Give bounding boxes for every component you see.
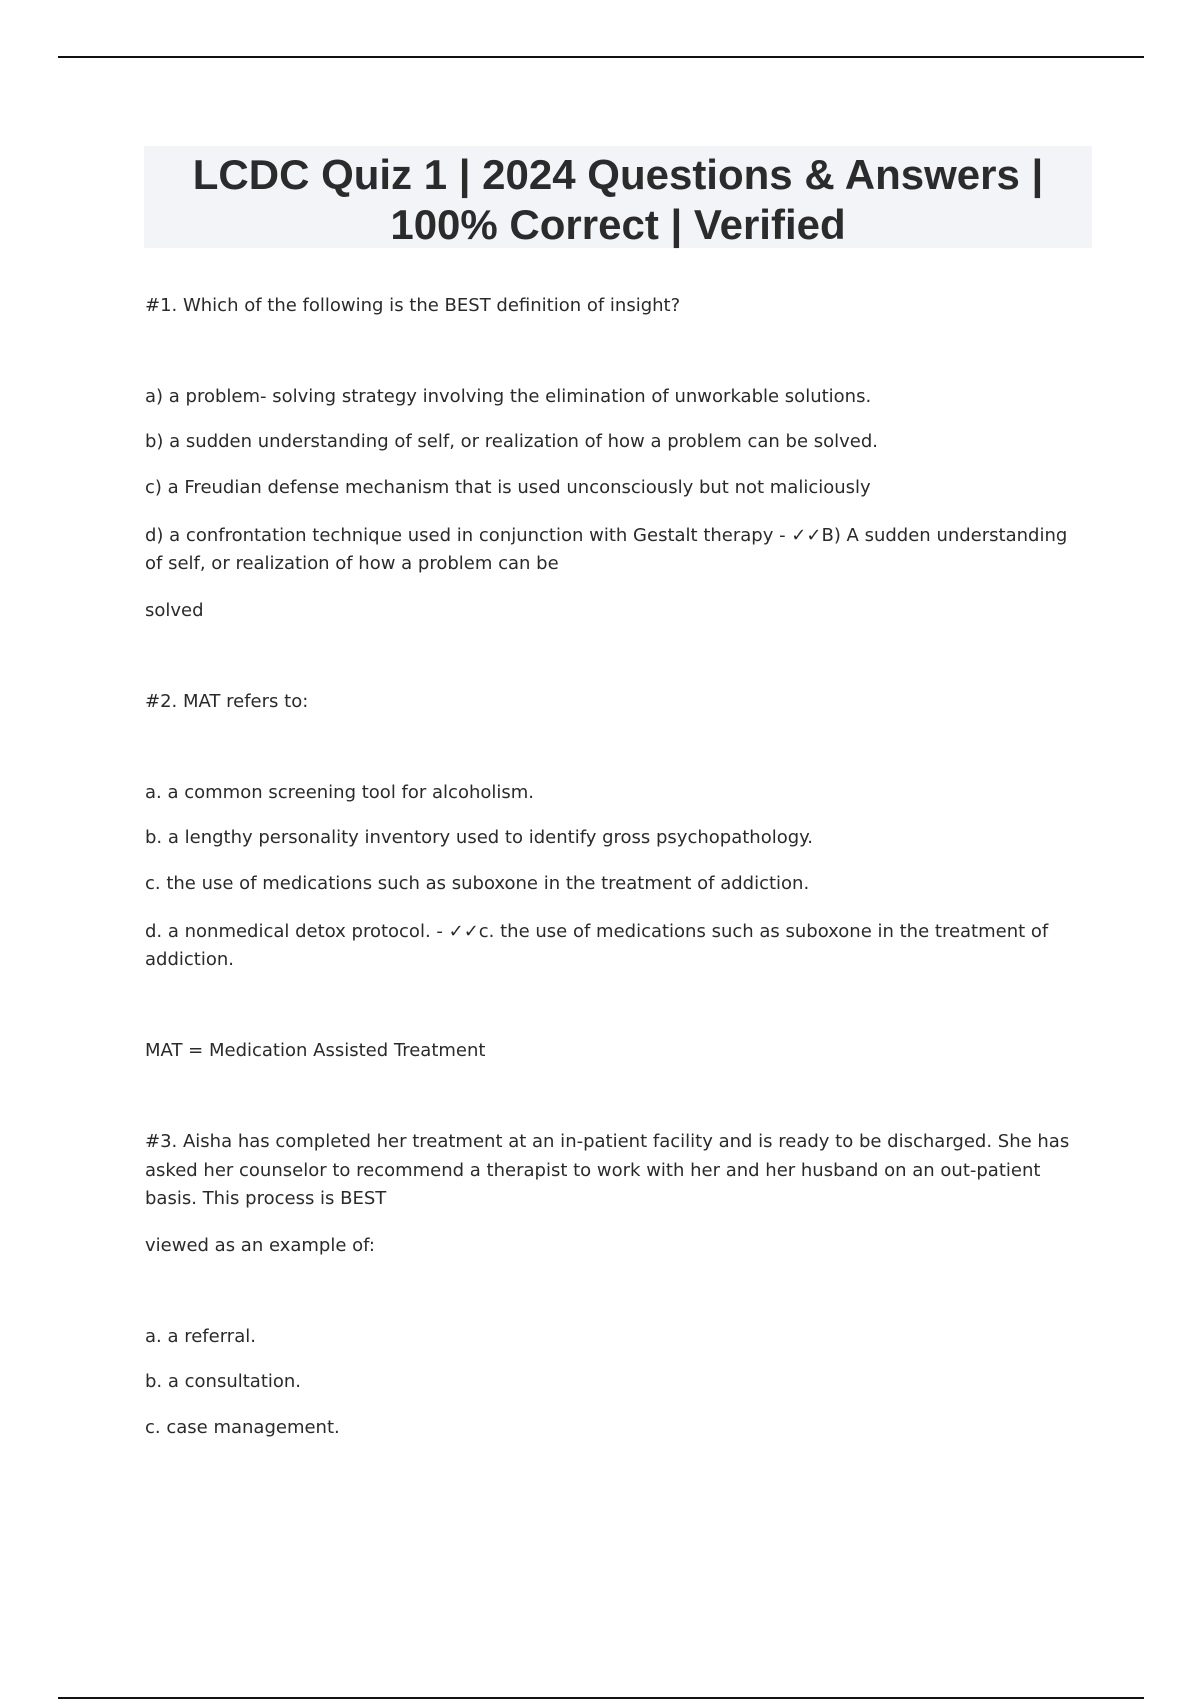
question-3-prompt-line-4: viewed as an example of: [145,1235,375,1256]
question-2-option-d-cont: addiction. [145,949,234,970]
document-body [145,0,1075,1700]
question-2-prompt: #2. MAT refers to: [145,691,309,712]
question-2-option-c: c. the use of medications such as suboxone in the treatment of addiction. [145,873,810,894]
question-1-option-d: d) a confrontation technique used in conjunction with Gestalt therapy - ✓✓B) A sudden understanding [145,525,1068,546]
question-1-option-c: c) a Freudian defense mechanism that is used unconsciously but not maliciously [145,477,871,498]
question-2-option-d: d. a nonmedical detox protocol. - ✓✓c. the use of medications such as suboxone in the treatment of [145,921,1049,942]
question-1-option-b: b) a sudden understanding of self, or realization of how a problem can be solved. [145,431,878,452]
question-3-prompt-line-3: basis. This process is BEST [145,1188,387,1209]
question-3-option-b: b. a consultation. [145,1371,302,1392]
title-line-1: LCDC Quiz 1 | 2024 Questions & Answers | [192,151,1044,198]
question-2-option-b: b. a lengthy personality inventory used to identify gross psychopathology. [145,827,813,848]
question-2-note: MAT = Medication Assisted Treatment [145,1040,486,1061]
question-3-prompt-line-2: asked her counselor to recommend a therapist to work with her and her husband on an out-patient [145,1160,1041,1181]
question-2-option-a: a. a common screening tool for alcoholism. [145,782,535,803]
question-3-prompt-line-1: #3. Aisha has completed her treatment at an in-patient facility and is ready to be discharged. She has [145,1131,1070,1152]
bottom-rule [58,1697,1144,1699]
question-1-prompt: #1. Which of the following is the BEST definition of insight? [145,295,681,316]
question-3-option-c: c. case management. [145,1417,340,1438]
question-3-option-a: a. a referral. [145,1326,256,1347]
question-1-option-d-cont: of self, or realization of how a problem can be [145,553,559,574]
title-line-2: 100% Correct | Verified [390,201,846,248]
question-1-option-a: a) a problem- solving strategy involving the elimination of unworkable solutions. [145,386,872,407]
question-1-option-d-end: solved [145,600,204,621]
